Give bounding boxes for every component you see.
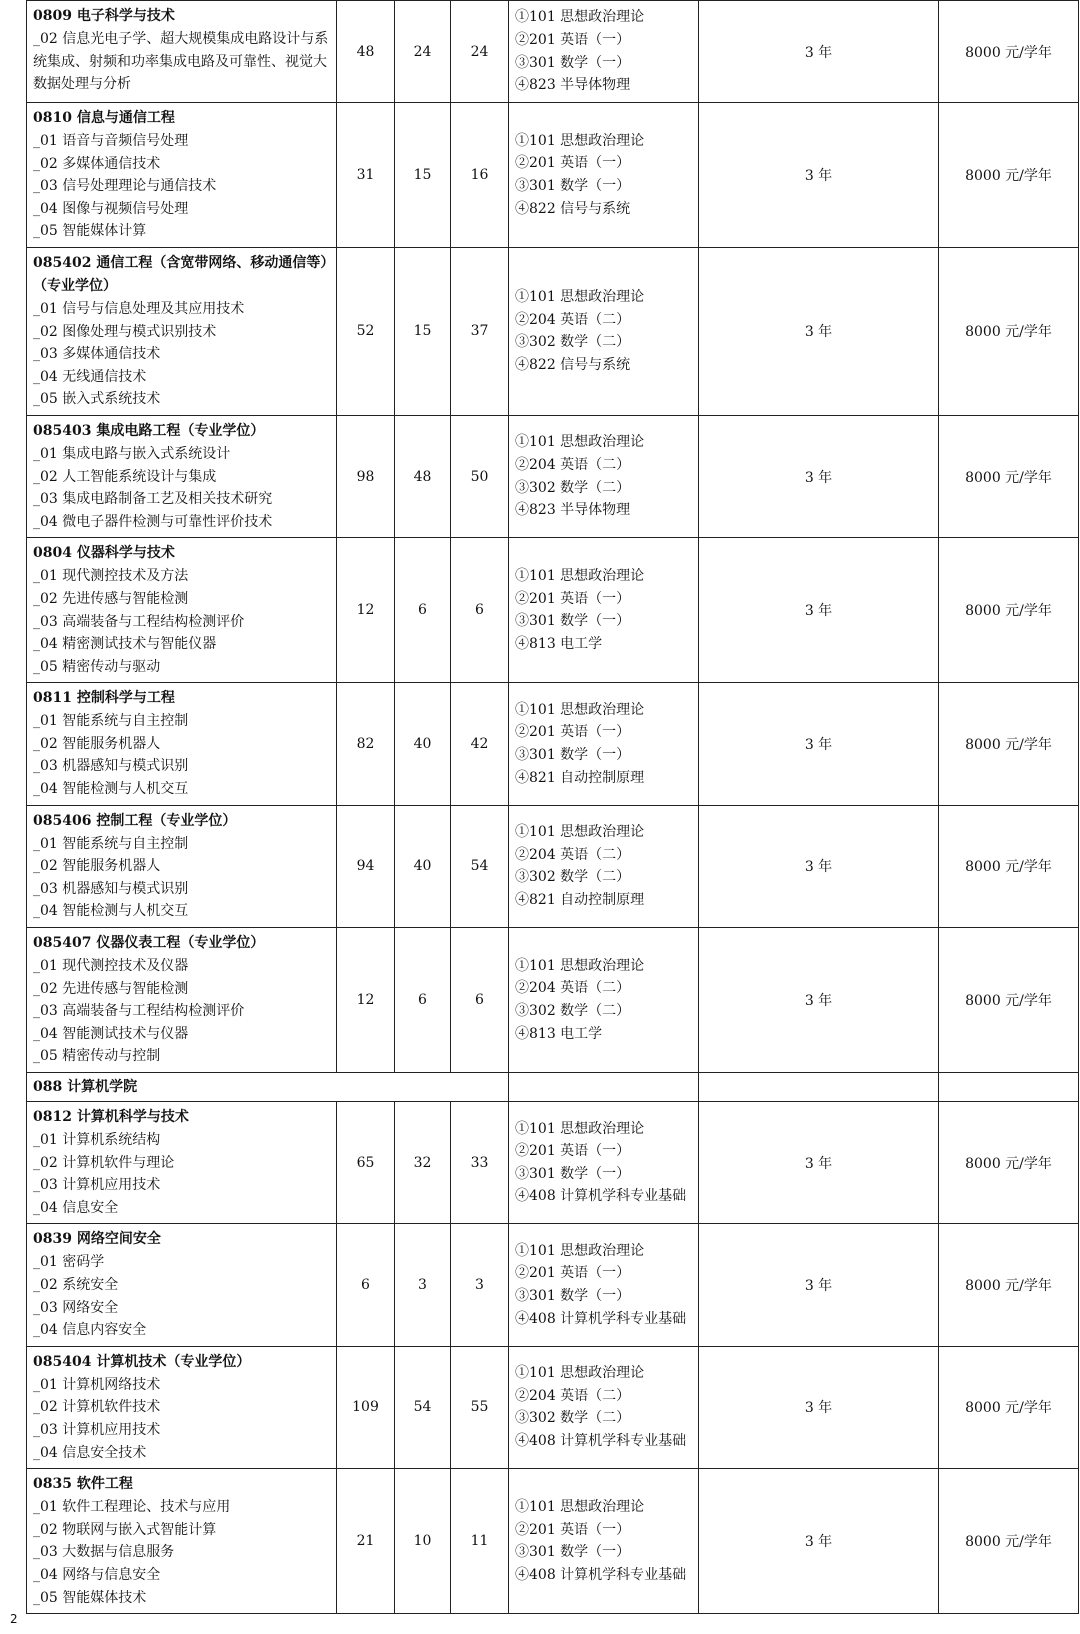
exam-subject: ④823 半导体物理 <box>515 77 631 94</box>
research-direction: _05 精密传动与控制 <box>33 1048 161 1065</box>
research-direction: _05 嵌入式系统技术 <box>33 391 161 408</box>
total-quota: 94 <box>337 805 395 927</box>
major-title: 0810 信息与通信工程 <box>33 110 175 126</box>
exam-subject: ③301 数学（一） <box>515 1288 631 1305</box>
research-direction: _04 精密测试技术与智能仪器 <box>33 636 217 653</box>
major-row <box>27 1102 1079 1224</box>
major-row <box>27 805 1079 927</box>
research-direction: _01 密码学 <box>33 1254 105 1271</box>
study-duration: 3 年 <box>699 1346 939 1468</box>
study-duration: 3 年 <box>699 415 939 537</box>
exam-subject: ④408 计算机学科专业基础 <box>515 1188 687 1205</box>
exam-subject: ③302 数学（二） <box>515 869 631 886</box>
recommended-quota: 40 <box>395 805 451 927</box>
research-direction: _02 物联网与嵌入式智能计算 <box>33 1521 217 1538</box>
study-duration: 3 年 <box>699 683 939 805</box>
study-duration: 3 年 <box>699 1469 939 1614</box>
empty-cell <box>699 1073 939 1102</box>
research-direction: _04 微电子器件检测与可靠性评价技术 <box>33 513 273 530</box>
research-direction: _01 集成电路与嵌入式系统设计 <box>33 445 231 462</box>
college-title: 088 计算机学院 <box>27 1073 509 1102</box>
research-direction: _02 多媒体通信技术 <box>33 155 161 172</box>
exam-subject: ②204 英语（二） <box>515 457 631 474</box>
unified-quota: 3 <box>451 1224 509 1346</box>
exam-subject: ①101 思想政治理论 <box>515 1365 645 1382</box>
research-direction: _04 智能测试技术与仪器 <box>33 1025 189 1042</box>
recommended-quota: 24 <box>395 1 451 103</box>
exam-subjects-cell <box>509 805 699 927</box>
tuition-fee: 8000 元/学年 <box>939 928 1079 1073</box>
major-cell <box>27 1346 337 1468</box>
research-direction: _04 信息内容安全 <box>33 1322 147 1339</box>
exam-subject: ④822 信号与系统 <box>515 357 631 374</box>
exam-subject: ④821 自动控制原理 <box>515 769 645 786</box>
exam-subject: ④408 计算机学科专业基础 <box>515 1310 687 1327</box>
exam-subjects-cell <box>509 415 699 537</box>
total-quota: 21 <box>337 1469 395 1614</box>
tuition-fee: 8000 元/学年 <box>939 683 1079 805</box>
unified-quota: 42 <box>451 683 509 805</box>
major-row <box>27 103 1079 248</box>
major-cell <box>27 247 337 415</box>
research-direction: _01 智能系统与自主控制 <box>33 713 189 730</box>
major-cell <box>27 103 337 248</box>
exam-subject: ①101 思想政治理论 <box>515 289 645 306</box>
unified-quota: 11 <box>451 1469 509 1614</box>
research-direction: _04 无线通信技术 <box>33 368 147 385</box>
major-cell <box>27 683 337 805</box>
tuition-fee: 8000 元/学年 <box>939 538 1079 683</box>
exam-subject: ④821 自动控制原理 <box>515 891 645 908</box>
major-cell <box>27 415 337 537</box>
major-title: 0811 控制科学与工程 <box>33 690 175 707</box>
tuition-fee: 8000 元/学年 <box>939 247 1079 415</box>
research-direction: _04 网络与信息安全 <box>33 1566 161 1583</box>
research-direction: _03 多媒体通信技术 <box>33 346 161 363</box>
research-direction: _03 机器感知与模式识别 <box>33 758 189 775</box>
total-quota: 6 <box>337 1224 395 1346</box>
major-row <box>27 538 1079 683</box>
study-duration: 3 年 <box>699 1102 939 1224</box>
major-title: 085406 控制工程（专业学位） <box>33 812 237 829</box>
major-title: 0839 网络空间安全 <box>33 1231 161 1248</box>
major-row <box>27 1346 1079 1468</box>
study-duration: 3 年 <box>699 538 939 683</box>
college-row <box>27 1073 1079 1102</box>
exam-subject: ③302 数学（二） <box>515 334 631 351</box>
major-cell <box>27 1224 337 1346</box>
exam-subject: ③302 数学（二） <box>515 1003 631 1020</box>
research-direction: _01 软件工程理论、技术与应用 <box>33 1499 231 1516</box>
total-quota: 48 <box>337 1 395 103</box>
major-title: 0812 计算机科学与技术 <box>33 1109 189 1125</box>
exam-subject: ④822 信号与系统 <box>515 200 631 217</box>
research-direction: _03 计算机应用技术 <box>33 1177 161 1194</box>
empty-cell <box>509 1073 699 1102</box>
total-quota: 12 <box>337 538 395 683</box>
study-duration: 3 年 <box>699 1224 939 1346</box>
major-row <box>27 683 1079 805</box>
exam-subject: ②201 英语（一） <box>515 590 631 607</box>
total-quota: 52 <box>337 247 395 415</box>
recommended-quota: 48 <box>395 415 451 537</box>
major-cell <box>27 1102 337 1224</box>
exam-subject: ①101 思想政治理论 <box>515 568 645 585</box>
major-title: 085407 仪器仪表工程（专业学位） <box>33 935 265 952</box>
exam-subject: ②204 英语（二） <box>515 311 631 328</box>
research-direction: _04 图像与视频信号处理 <box>33 200 189 217</box>
exam-subject: ③301 数学（一） <box>515 1544 631 1561</box>
research-direction: _03 高端装备与工程结构检测评价 <box>33 613 245 630</box>
major-title: 085404 计算机技术（专业学位） <box>33 1353 251 1370</box>
research-direction: _02 计算机软件与理论 <box>33 1154 175 1171</box>
study-duration: 3 年 <box>699 1 939 103</box>
exam-subject: ②204 英语（二） <box>515 846 631 863</box>
exam-subject: ①101 思想政治理论 <box>515 9 645 26</box>
research-direction: _02 系统安全 <box>33 1276 119 1293</box>
exam-subject: ③301 数学（一） <box>515 54 631 71</box>
exam-subject: ③301 数学（一） <box>515 1165 631 1182</box>
exam-subjects-cell <box>509 1346 699 1468</box>
major-title: 085403 集成电路工程（专业学位） <box>33 422 265 439</box>
exam-subject: ①101 思想政治理论 <box>515 1498 645 1515</box>
exam-subject: ②201 英语（一） <box>515 1143 631 1160</box>
recommended-quota: 10 <box>395 1469 451 1614</box>
research-direction: _05 智能媒体计算 <box>33 223 147 240</box>
research-direction: _03 计算机应用技术 <box>33 1421 161 1438</box>
exam-subject: ①101 思想政治理论 <box>515 701 645 718</box>
exam-subject: ②204 英语（二） <box>515 1387 631 1404</box>
total-quota: 82 <box>337 683 395 805</box>
research-direction: _01 现代测控技术及方法 <box>33 568 189 585</box>
research-direction: _01 智能系统与自主控制 <box>33 835 189 852</box>
exam-subject: ②204 英语（二） <box>515 980 631 997</box>
exam-subject: ④408 计算机学科专业基础 <box>515 1433 687 1450</box>
research-direction: _05 精密传动与驱动 <box>33 658 161 675</box>
research-direction: _02 先进传感与智能检测 <box>33 590 189 607</box>
exam-subject: ①101 思想政治理论 <box>515 132 645 149</box>
research-direction: _04 信息安全 <box>33 1199 119 1216</box>
major-cell <box>27 1 337 103</box>
exam-subjects-cell <box>509 1 699 103</box>
exam-subject: ②201 英语（一） <box>515 31 631 48</box>
research-direction: _03 大数据与信息服务 <box>33 1544 175 1561</box>
exam-subject: ②201 英语（一） <box>515 1521 631 1538</box>
unified-quota: 6 <box>451 538 509 683</box>
unified-quota: 6 <box>451 928 509 1073</box>
exam-subject: ③301 数学（一） <box>515 613 631 630</box>
recommended-quota: 6 <box>395 538 451 683</box>
total-quota: 65 <box>337 1102 395 1224</box>
unified-quota: 37 <box>451 247 509 415</box>
tuition-fee: 8000 元/学年 <box>939 1469 1079 1614</box>
exam-subject: ①101 思想政治理论 <box>515 1120 645 1137</box>
total-quota: 109 <box>337 1346 395 1468</box>
exam-subject: ④813 电工学 <box>515 635 603 652</box>
major-row <box>27 1 1079 103</box>
recommended-quota: 6 <box>395 928 451 1073</box>
exam-subject: ③302 数学（二） <box>515 479 631 496</box>
table-body <box>27 1 1079 1614</box>
major-cell <box>27 928 337 1073</box>
research-direction: _02 智能服务机器人 <box>33 735 161 752</box>
total-quota: 31 <box>337 103 395 248</box>
research-direction: _05 智能媒体技术 <box>33 1589 147 1606</box>
unified-quota: 55 <box>451 1346 509 1468</box>
tuition-fee: 8000 元/学年 <box>939 1 1079 103</box>
tuition-fee: 8000 元/学年 <box>939 103 1079 248</box>
exam-subject: ③302 数学（二） <box>515 1410 631 1427</box>
research-direction: _04 智能检测与人机交互 <box>33 903 189 920</box>
tuition-fee: 8000 元/学年 <box>939 1346 1079 1468</box>
study-duration: 3 年 <box>699 928 939 1073</box>
recommended-quota: 54 <box>395 1346 451 1468</box>
research-direction: _02 智能服务机器人 <box>33 858 161 875</box>
major-cell <box>27 1469 337 1614</box>
exam-subjects-cell <box>509 538 699 683</box>
exam-subject: ②201 英语（一） <box>515 1265 631 1282</box>
unified-quota: 33 <box>451 1102 509 1224</box>
exam-subjects-cell <box>509 683 699 805</box>
tuition-fee: 8000 元/学年 <box>939 415 1079 537</box>
major-cell <box>27 538 337 683</box>
research-direction: _03 网络安全 <box>33 1299 119 1316</box>
unified-quota: 50 <box>451 415 509 537</box>
exam-subject: ③301 数学（一） <box>515 746 631 763</box>
recommended-quota: 3 <box>395 1224 451 1346</box>
tuition-fee: 8000 元/学年 <box>939 1102 1079 1224</box>
research-direction: _02 人工智能系统设计与集成 <box>33 468 217 485</box>
recommended-quota: 32 <box>395 1102 451 1224</box>
research-direction: _03 集成电路制备工艺及相关技术研究 <box>33 491 273 508</box>
research-direction: _02 先进传感与智能检测 <box>33 980 189 997</box>
unified-quota: 24 <box>451 1 509 103</box>
study-duration: 3 年 <box>699 805 939 927</box>
research-direction: _03 高端装备与工程结构检测评价 <box>33 1003 245 1020</box>
exam-subject: ②201 英语（一） <box>515 155 631 172</box>
admissions-table <box>26 0 1079 1614</box>
research-direction: _03 信号处理理论与通信技术 <box>33 178 217 195</box>
exam-subject: ①101 思想政治理论 <box>515 434 645 451</box>
exam-subjects-cell <box>509 1469 699 1614</box>
unified-quota: 54 <box>451 805 509 927</box>
study-duration: 3 年 <box>699 103 939 248</box>
recommended-quota: 15 <box>395 247 451 415</box>
total-quota: 12 <box>337 928 395 1073</box>
major-title: 085402 通信工程（含宽带网络、移动通信等）（专业学位） <box>33 254 335 294</box>
major-row <box>27 415 1079 537</box>
research-direction: _02 信息光电子学、超大规模集成电路设计与系统集成、射频和功率集成电路及可靠性、视觉大数据处理与分析 <box>33 31 329 93</box>
major-title: 0835 软件工程 <box>33 1476 133 1493</box>
exam-subjects-cell <box>509 103 699 248</box>
tuition-fee: 8000 元/学年 <box>939 805 1079 927</box>
total-quota: 98 <box>337 415 395 537</box>
major-row <box>27 1224 1079 1346</box>
tuition-fee: 8000 元/学年 <box>939 1224 1079 1346</box>
research-direction: _01 计算机网络技术 <box>33 1376 161 1393</box>
major-row <box>27 247 1079 415</box>
major-cell <box>27 805 337 927</box>
research-direction: _01 语音与音频信号处理 <box>33 133 189 149</box>
major-title: 0804 仪器科学与技术 <box>33 545 175 562</box>
research-direction: _02 图像处理与模式识别技术 <box>33 323 217 340</box>
research-direction: _01 信号与信息处理及其应用技术 <box>33 300 245 317</box>
exam-subject: ④823 半导体物理 <box>515 502 631 519</box>
exam-subject: ②201 英语（一） <box>515 724 631 741</box>
exam-subject: ①101 思想政治理论 <box>515 957 645 974</box>
empty-cell <box>939 1073 1079 1102</box>
major-row <box>27 1469 1079 1614</box>
exam-subjects-cell <box>509 247 699 415</box>
major-row <box>27 928 1079 1073</box>
exam-subjects-cell <box>509 1102 699 1224</box>
page-number: 2 <box>10 1612 18 1626</box>
exam-subjects-cell <box>509 1224 699 1346</box>
unified-quota: 16 <box>451 103 509 248</box>
research-direction: _04 信息安全技术 <box>33 1444 147 1461</box>
research-direction: _01 计算机系统结构 <box>33 1132 161 1148</box>
exam-subject: ③301 数学（一） <box>515 177 631 194</box>
exam-subjects-cell <box>509 928 699 1073</box>
recommended-quota: 15 <box>395 103 451 248</box>
exam-subject: ④813 电工学 <box>515 1025 603 1042</box>
exam-subject: ④408 计算机学科专业基础 <box>515 1566 687 1583</box>
exam-subject: ①101 思想政治理论 <box>515 824 645 841</box>
study-duration: 3 年 <box>699 247 939 415</box>
research-direction: _03 机器感知与模式识别 <box>33 880 189 897</box>
exam-subject: ①101 思想政治理论 <box>515 1242 645 1259</box>
research-direction: _01 现代测控技术及仪器 <box>33 958 189 975</box>
major-title: 0809 电子科学与技术 <box>33 8 175 24</box>
research-direction: _04 智能检测与人机交互 <box>33 781 189 798</box>
recommended-quota: 40 <box>395 683 451 805</box>
research-direction: _02 计算机软件技术 <box>33 1399 161 1416</box>
